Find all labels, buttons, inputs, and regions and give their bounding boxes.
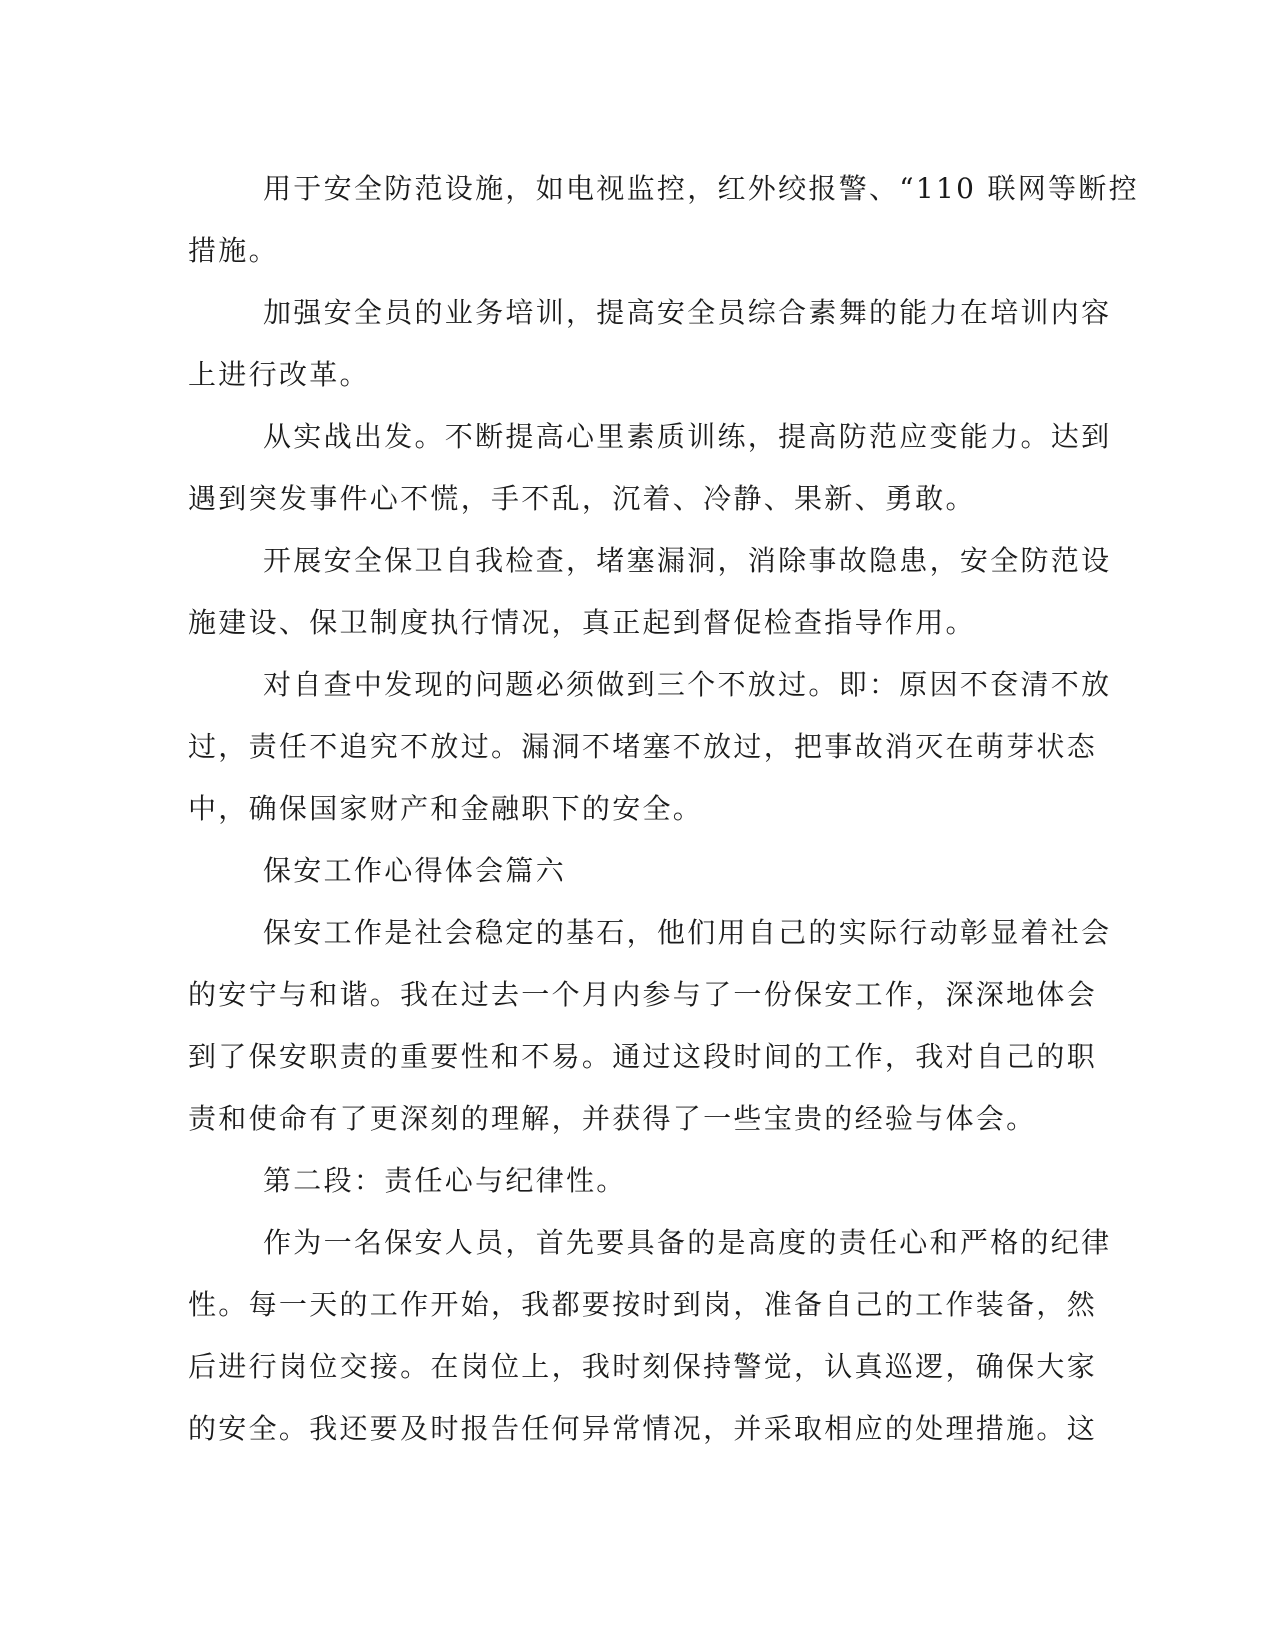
text-line: 的安宁与和谐。我在过去一个月内参与了一份保安工作，深深地体会 [188, 978, 1098, 1011]
text-line: 后进行岗位交接。在岗位上，我时刻保持警觉，认真巡逻，确保大家 [188, 1350, 1098, 1383]
text-line: 遇到突发事件心不慌，手不乱，沉着、冷静、果新、勇敢。 [188, 482, 976, 515]
text-line: 到了保安职责的重要性和不易。通过这段时间的工作，我对自己的职 [188, 1040, 1098, 1073]
text-line: 对自查中发现的问题必须做到三个不放过。即：原因不奁清不放 [263, 668, 1112, 701]
text-line: 从实战出发。不断提高心里素质训练，提高防范应变能力。达到 [263, 420, 1112, 453]
text-line: 保安工作是社会稳定的基石，他们用自己的实际行动彰显着社会 [263, 916, 1112, 949]
text-line: 用于安全防范设施，如电视监控，红外绞报警、“110 联网等断控 [263, 172, 1139, 205]
text-line: 措施。 [188, 234, 279, 267]
text-line: 上进行改革。 [188, 358, 370, 391]
section-heading [188, 840, 1088, 902]
paragraph [188, 158, 1139, 282]
paragraph [188, 902, 1112, 1150]
text-line: 作为一名保安人员，首先要具备的是高度的责任心和严格的纪律 [263, 1226, 1112, 1259]
text-line: 加强安全员的业务培训，提高安全员综合素舞的能力在培训内容 [263, 296, 1112, 329]
text-line: 性。每一天的工作开始，我都要按时到岗，准备自己的工作装备，然 [188, 1288, 1098, 1321]
text-line: 开展安全保卫自我检查，堵塞漏洞，消除事故隐患，安全防范设 [263, 544, 1112, 577]
text-line: 中，确保国家财产和金融职下的安全。 [188, 792, 704, 825]
paragraph [188, 530, 1112, 654]
document-body [188, 158, 1139, 1460]
paragraph [188, 282, 1112, 406]
paragraph [188, 406, 1112, 530]
heading-text: 保安工作心得体会篇六 [263, 854, 567, 887]
paragraph [188, 654, 1112, 840]
text-line: 的安全。我还要及时报告任何异常情况，并采取相应的处理措施。这 [188, 1412, 1098, 1445]
text-line: 过，责任不追究不放过。漏洞不堵塞不放过，把事故消灭在萌芽状态 [188, 730, 1098, 763]
subsection-heading [188, 1150, 1088, 1212]
heading-text: 第二段：责任心与纪律性。 [263, 1164, 627, 1197]
paragraph [188, 1212, 1112, 1460]
text-line: 施建设、保卫制度执行情况，真正起到督促检查指导作用。 [188, 606, 976, 639]
text-line: 责和使命有了更深刻的理解，并获得了一些宝贵的经验与体会。 [188, 1102, 1037, 1135]
